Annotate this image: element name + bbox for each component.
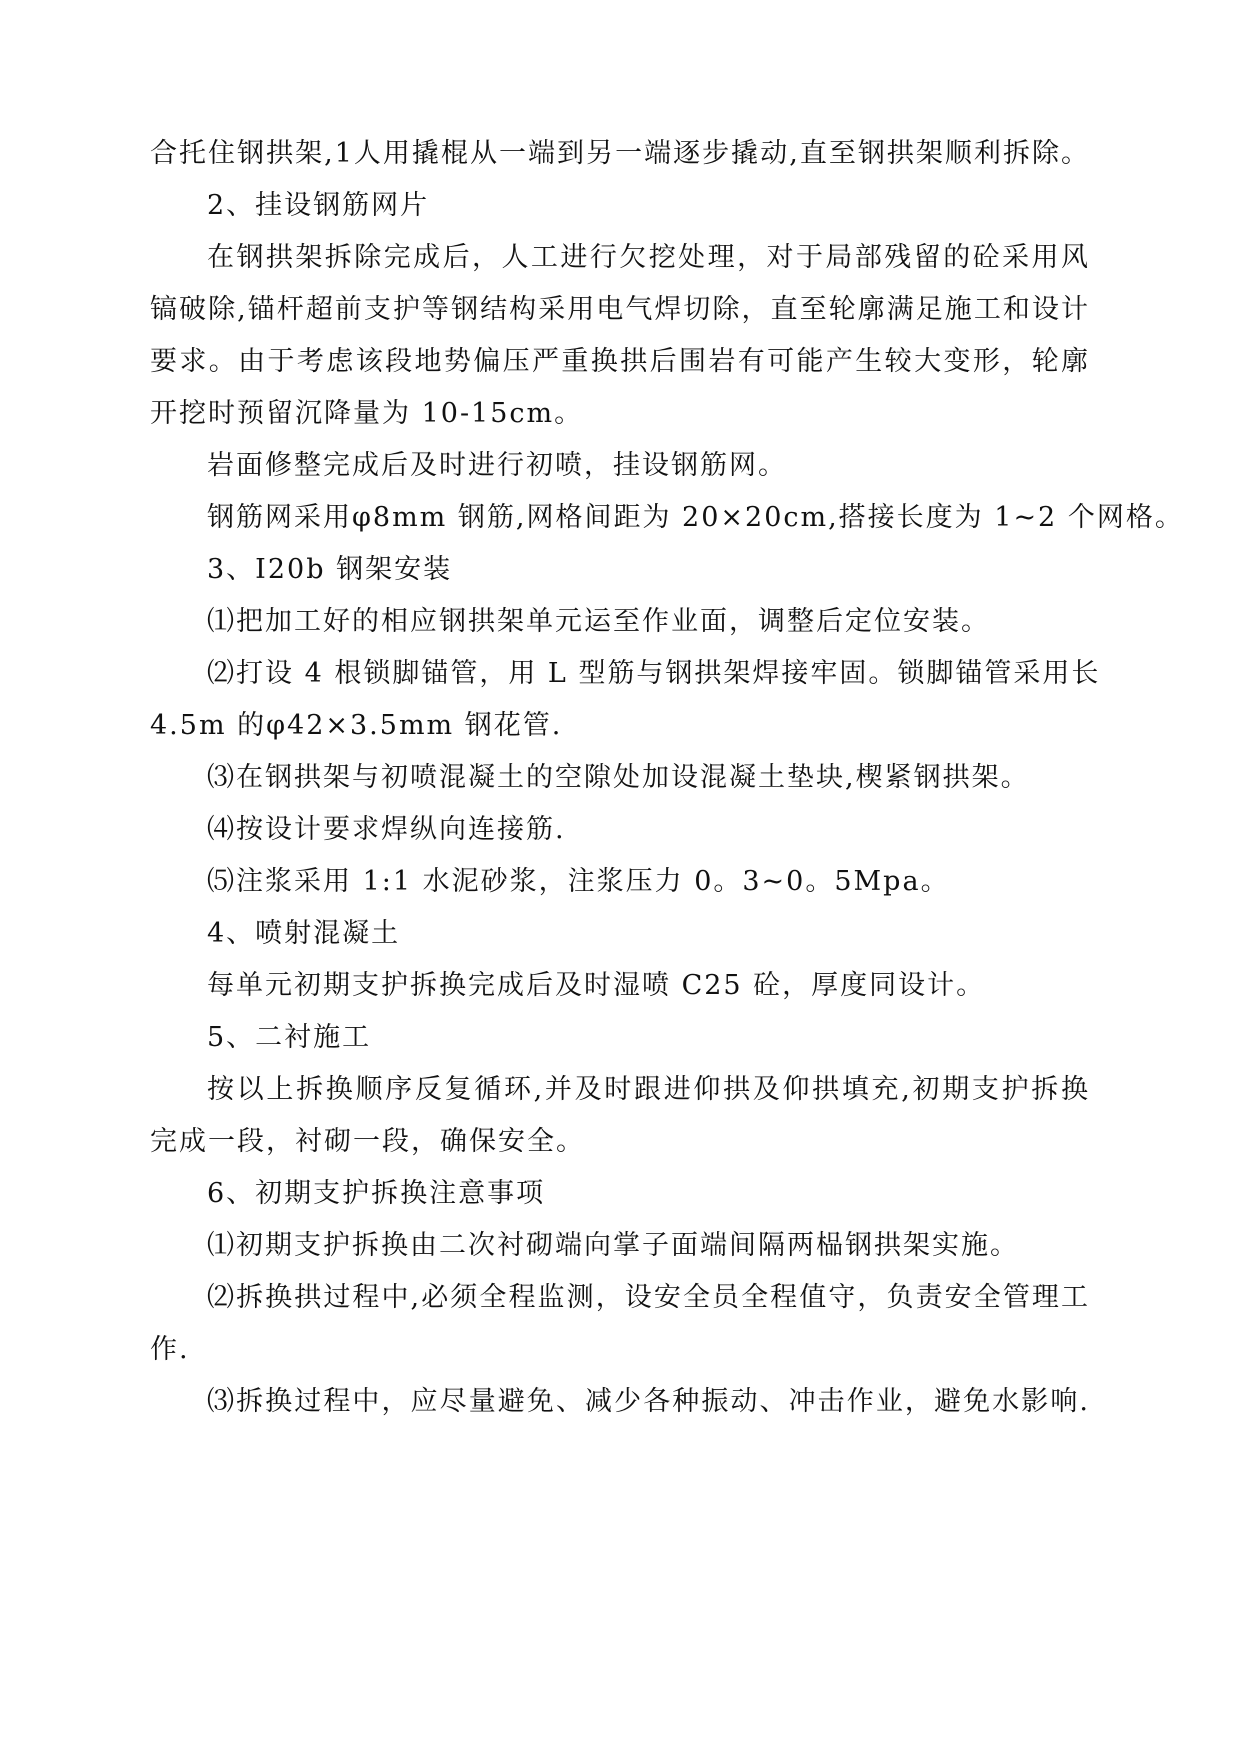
list-item: ⑴把加工好的相应钢拱架单元运至作业面，调整后定位安装。 [207, 606, 990, 637]
paragraph-line: 钢筋网采用φ8mm 钢筋,网格间距为 20×20cm,搭接长度为 1~2 个网格。 [207, 502, 1184, 533]
list-item: ⑸注浆采用 1:1 水泥砂浆，注浆压力 0。3~0。5Mpa。 [207, 866, 950, 897]
list-item: ⑶在钢拱架与初喷混凝土的空隙处加设混凝土垫块,楔紧钢拱架。 [207, 762, 1030, 793]
paragraph-line: 开挖时预留沉降量为 10-15cm。 [150, 398, 584, 429]
paragraph-line: 在钢拱架拆除完成后，人工进行欠挖处理，对于局部残留的砼采用风 [207, 242, 1090, 273]
paragraph-line: 要求。由于考虑该段地势偏压严重换拱后围岩有可能产生较大变形，轮廓 [150, 346, 1090, 377]
list-item: ⑶拆换过程中，应尽量避免、减少各种振动、冲击作业，避免水影响. [207, 1386, 1090, 1417]
section-heading: 2、挂设钢筋网片 [207, 190, 430, 221]
section-heading: 4、喷射混凝土 [207, 918, 401, 949]
list-item: ⑵打设 4 根锁脚锚管，用 L 型筋与钢拱架焊接牢固。锁脚锚管采用长 [207, 658, 1101, 689]
list-item: ⑵拆换拱过程中,必须全程监测，设安全员全程值守，负责安全管理工 [207, 1282, 1090, 1313]
paragraph-line: 合托住钢拱架,1人用撬棍从一端到另一端逐步撬动,直至钢拱架顺利拆除。 [150, 138, 1090, 169]
section-heading: 6、初期支护拆换注意事项 [207, 1178, 546, 1209]
list-item: ⑴初期支护拆换由二次衬砌端向掌子面端间隔两榀钢拱架实施。 [207, 1230, 1019, 1261]
paragraph-line: 完成一段，衬砌一段，确保安全。 [150, 1126, 585, 1157]
paragraph-line: 4.5m 的φ42×3.5mm 钢花管. [150, 710, 563, 741]
paragraph-line: 镐破除,锚杆超前支护等钢结构采用电气焊切除，直至轮廓满足施工和设计 [150, 294, 1090, 325]
list-item: ⑷按设计要求焊纵向连接筋. [207, 814, 566, 845]
section-heading: 3、I20b 钢架安装 [207, 554, 453, 585]
section-heading: 5、二衬施工 [207, 1022, 372, 1053]
paragraph-line: 岩面修整完成后及时进行初喷，挂设钢筋网。 [207, 450, 787, 481]
paragraph-line: 按以上拆换顺序反复循环,并及时跟进仰拱及仰拱填充,初期支护拆换 [207, 1074, 1090, 1105]
paragraph-line: 作. [150, 1334, 190, 1365]
paragraph-line: 每单元初期支护拆换完成后及时湿喷 C25 砼，厚度同设计。 [207, 970, 986, 1001]
